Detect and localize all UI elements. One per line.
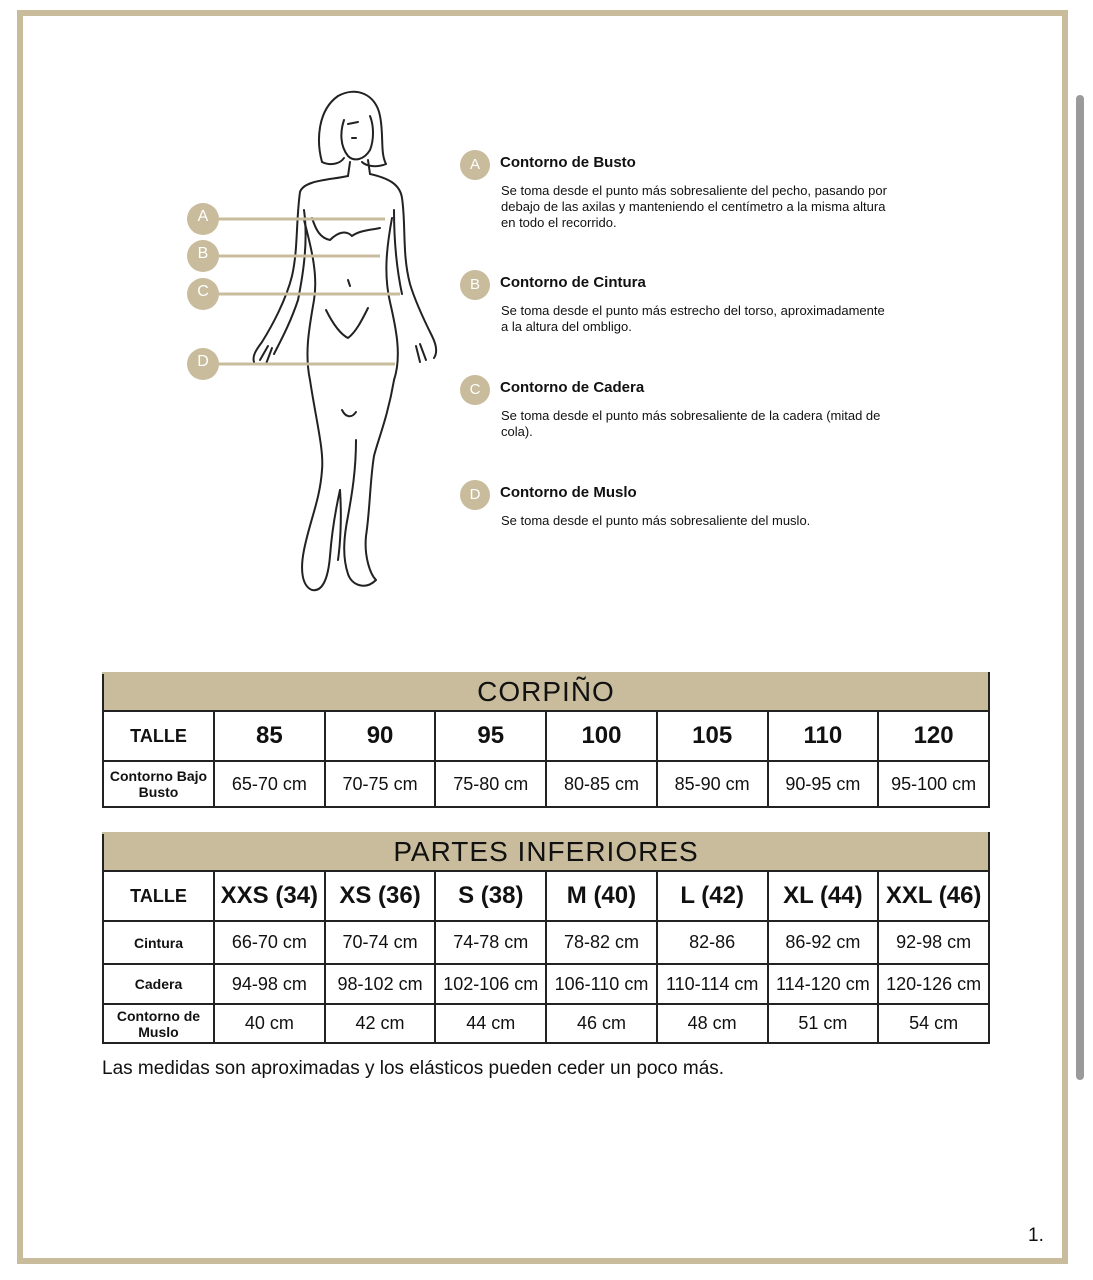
value-cell: 70-74 cm (325, 921, 436, 964)
size-cell: XXL (46) (878, 871, 989, 921)
disclaimer-note: Las medidas son aproximadas y los elásticos pueden ceder un poco más. (102, 1058, 725, 1079)
value-cell: 70-75 cm (325, 761, 436, 807)
scrollbar[interactable] (1076, 95, 1084, 1080)
legend-badge: C (460, 375, 490, 405)
inferiores-title: PARTES INFERIORES (103, 833, 989, 871)
marker-a-label: A (197, 208, 209, 225)
value-cell: 86-92 cm (768, 921, 879, 964)
row-label: Cintura (103, 921, 214, 964)
value-cell: 110-114 cm (657, 964, 768, 1004)
size-cell: 105 (657, 711, 768, 761)
legend-title: Contorno de Muslo (500, 484, 637, 501)
size-cell: 100 (546, 711, 657, 761)
value-cell: 98-102 cm (325, 964, 436, 1004)
size-cell: XS (36) (325, 871, 436, 921)
talle-label: TALLE (103, 711, 214, 761)
size-cell: 95 (435, 711, 546, 761)
inferiores-table (102, 832, 990, 1044)
marker-d-label: D (197, 353, 209, 370)
legend-title: Contorno de Cintura (500, 274, 646, 291)
value-cell: 85-90 cm (657, 761, 768, 807)
legend-badge: D (460, 480, 490, 510)
legend-title: Contorno de Cadera (500, 379, 645, 396)
value-cell: 80-85 cm (546, 761, 657, 807)
value-cell: 94-98 cm (214, 964, 325, 1004)
value-cell: 120-126 cm (878, 964, 989, 1004)
page-number: 1. (1028, 1225, 1044, 1246)
size-cell: 110 (768, 711, 879, 761)
value-cell: 102-106 cm (435, 964, 546, 1004)
size-cell: L (42) (657, 871, 768, 921)
size-cell: XL (44) (768, 871, 879, 921)
row-label: Contorno de Muslo (103, 1004, 214, 1043)
value-cell: 82-86 (657, 921, 768, 964)
value-cell: 78-82 cm (546, 921, 657, 964)
size-cell: 85 (214, 711, 325, 761)
legend-desc: Se toma desde el punto más sobresaliente del muslo. (501, 513, 811, 528)
marker-c-label: C (197, 283, 209, 300)
size-cell: 120 (878, 711, 989, 761)
value-cell: 95-100 cm (878, 761, 989, 807)
value-cell: 90-95 cm (768, 761, 879, 807)
size-cell: S (38) (435, 871, 546, 921)
value-cell: 75-80 cm (435, 761, 546, 807)
value-cell: 54 cm (878, 1004, 989, 1043)
value-cell: 66-70 cm (214, 921, 325, 964)
value-cell: 106-110 cm (546, 964, 657, 1004)
legend-desc: Se toma desde el punto más sobresaliente de la cadera (mitad de cola). (501, 408, 881, 439)
value-cell: 92-98 cm (878, 921, 989, 964)
corpino-table (102, 672, 990, 808)
value-cell: 40 cm (214, 1004, 325, 1043)
size-cell: M (40) (546, 871, 657, 921)
value-cell: 42 cm (325, 1004, 436, 1043)
size-cell: XXS (34) (214, 871, 325, 921)
row-label: Contorno Bajo Busto (103, 761, 214, 807)
legend-desc: Se toma desde el punto más sobresaliente del pecho, pasando por debajo de las axilas y manteniendo el centímetro a la misma altura en todo el recorrido. (501, 183, 887, 230)
legend-desc: Se toma desde el punto más estrecho del torso, aproximadamente a la altura del ombligo. (501, 303, 885, 334)
value-cell: 48 cm (657, 1004, 768, 1043)
talle-label: TALLE (103, 871, 214, 921)
legend-badge: A (460, 150, 490, 180)
value-cell: 44 cm (435, 1004, 546, 1043)
value-cell: 65-70 cm (214, 761, 325, 807)
marker-b-label: B (197, 245, 209, 262)
corpino-title: CORPIÑO (103, 673, 989, 711)
row-label: Cadera (103, 964, 214, 1004)
value-cell: 114-120 cm (768, 964, 879, 1004)
value-cell: 51 cm (768, 1004, 879, 1043)
size-cell: 90 (325, 711, 436, 761)
value-cell: 74-78 cm (435, 921, 546, 964)
legend-badge: B (460, 270, 490, 300)
legend-title: Contorno de Busto (500, 154, 636, 171)
value-cell: 46 cm (546, 1004, 657, 1043)
